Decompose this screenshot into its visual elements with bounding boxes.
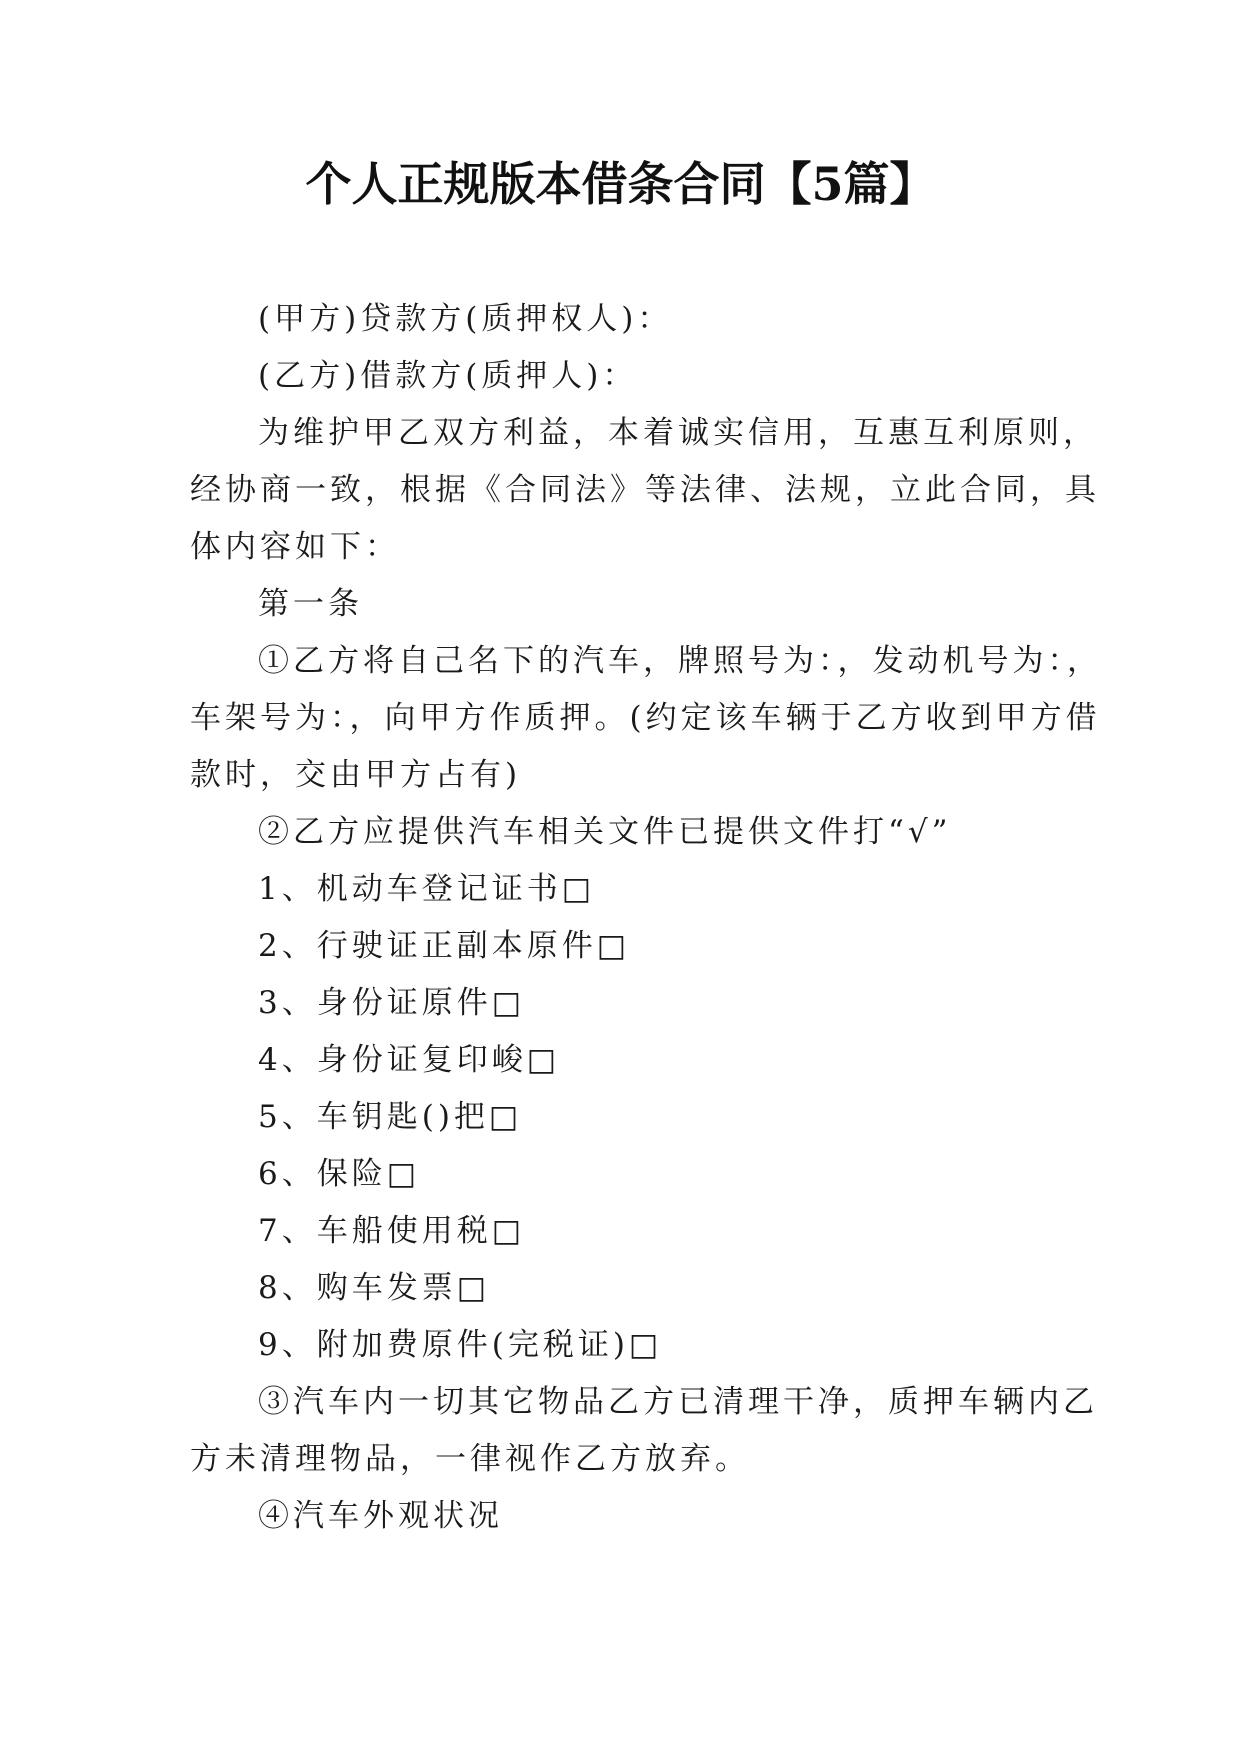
checklist-item: 3、身份证原件□ (258, 985, 526, 1021)
checklist-item: 7、车船使用税□ (258, 1213, 526, 1249)
paragraph-line: 经协商一致，根据《合同法》等法律、法规，立此合同，具 (190, 472, 1100, 508)
paragraph-line: 为维护甲乙双方利益，本着诚实信用，互惠互利原则， (258, 415, 1098, 451)
checklist-item: 6、保险□ (258, 1156, 421, 1192)
checklist-item: 4、身份证复印峻□ (258, 1042, 561, 1078)
paragraph-line: 体内容如下： (190, 529, 400, 565)
checklist-item: 1、机动车登记证书□ (258, 871, 596, 907)
paragraph-line: ④汽车外观状况 (258, 1498, 503, 1534)
checklist-item: 8、购车发票□ (258, 1270, 491, 1306)
paragraph-line: 款时，交由甲方占有) (190, 757, 522, 793)
party-a-line: (甲方)贷款方(质押权人)： (258, 301, 673, 337)
document-title: 个人正规版本借条合同【5篇】 (305, 157, 936, 211)
paragraph-line: ①乙方将自己名下的汽车，牌照号为：，发动机号为：， (258, 643, 1102, 679)
party-b-line: (乙方)借款方(质押人)： (258, 358, 638, 394)
paragraph-line: ②乙方应提供汽车相关文件已提供文件打“√” (258, 814, 952, 850)
checklist-item: 2、行驶证正副本原件□ (258, 928, 631, 964)
checklist-item: 5、车钥匙()把□ (258, 1099, 523, 1135)
checklist-item: 9、附加费原件(完税证)□ (258, 1327, 663, 1363)
paragraph-line: 车架号为：，向甲方作质押。(约定该车辆于乙方收到甲方借 (190, 700, 1101, 736)
article-heading: 第一条 (258, 586, 363, 622)
paragraph-line: ③汽车内一切其它物品乙方已清理干净，质押车辆内乙 (258, 1384, 1098, 1420)
paragraph-line: 方未清理物品，一律视作乙方放弃。 (190, 1441, 750, 1477)
